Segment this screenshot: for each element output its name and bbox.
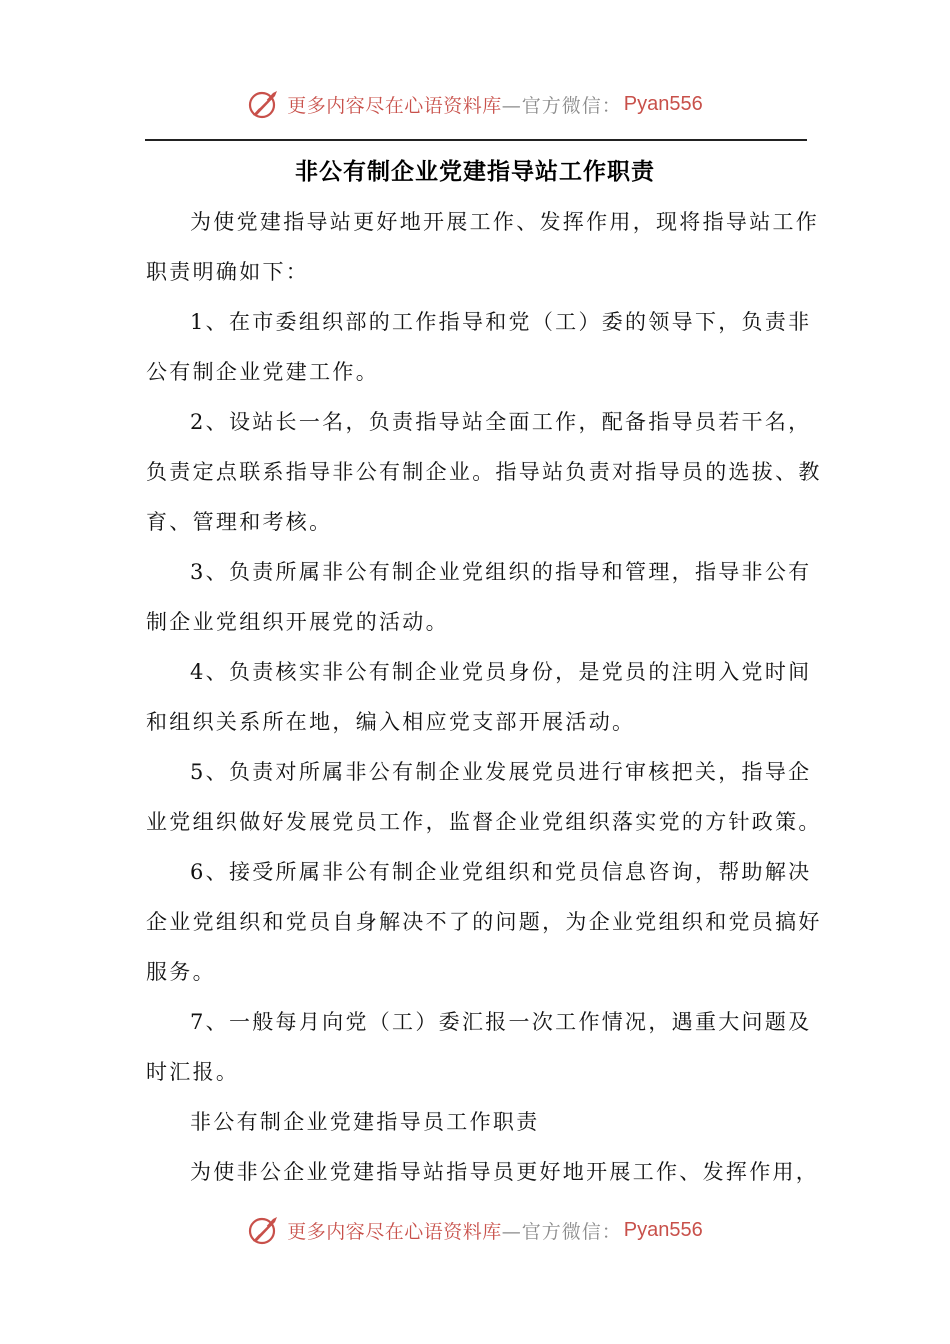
watermark-main-text: 更多内容尽在心语资料库 xyxy=(287,1220,502,1243)
watermark-main-text: 更多内容尽在心语资料库 xyxy=(287,94,502,117)
watermark-separator-text: —官方微信： xyxy=(501,94,622,117)
paragraph-item-6: 6、接受所属非公有制企业党组织和党员信息咨询，帮助解决企业党组织和党员自身解决不了的问题，为企业党组织和党员搞好服务。 xyxy=(146,860,822,984)
section-subtitle: 非公有制企业党建指导员工作职责 xyxy=(190,1110,540,1134)
paragraph-item-1: 1、在市委组织部的工作指导和党（工）委的领导下，负责非公有制企业党建工作。 xyxy=(146,310,812,384)
header-divider xyxy=(145,139,807,141)
paragraph-continued: 为使非公企业党建指导站指导员更好地开展工作、发挥作用， xyxy=(190,1160,820,1184)
document-body xyxy=(146,197,826,1197)
watermark-separator-text: —官方微信： xyxy=(501,1220,622,1243)
watermark-wechat-id: Pyan556 xyxy=(623,92,703,115)
paragraph-item-4: 4、负责核实非公有制企业党员身份，是党员的注明入党时间和组织关系所在地，编入相应党支部开展活动。 xyxy=(146,660,812,734)
document-title: 非公有制企业党建指导站工作职责 xyxy=(295,159,655,185)
footer-watermark xyxy=(0,1210,950,1250)
paragraph-item-5: 5、负责对所属非公有制企业发展党员进行审核把关，指导企业党组织做好发展党员工作，监督企业党组织落实党的方针政策。 xyxy=(146,760,822,834)
quill-seal-icon xyxy=(247,87,281,121)
paragraph-item-3: 3、负责所属非公有制企业党组织的指导和管理，指导非公有制企业党组织开展党的活动。 xyxy=(146,560,812,634)
paragraph-item-7: 7、一般每月向党（工）委汇报一次工作情况，遇重大问题及时汇报。 xyxy=(146,1010,812,1084)
paragraph-item-2: 2、设站长一名，负责指导站全面工作，配备指导员若干名，负责定点联系指导非公有制企业。指导站负责对指导员的选拔、教育、管理和考核。 xyxy=(146,410,822,534)
paragraph-intro: 为使党建指导站更好地开展工作、发挥作用，现将指导站工作职责明确如下： xyxy=(146,210,820,284)
header-watermark xyxy=(0,84,950,124)
quill-seal-icon xyxy=(247,1213,281,1247)
watermark-wechat-id: Pyan556 xyxy=(623,1218,703,1241)
